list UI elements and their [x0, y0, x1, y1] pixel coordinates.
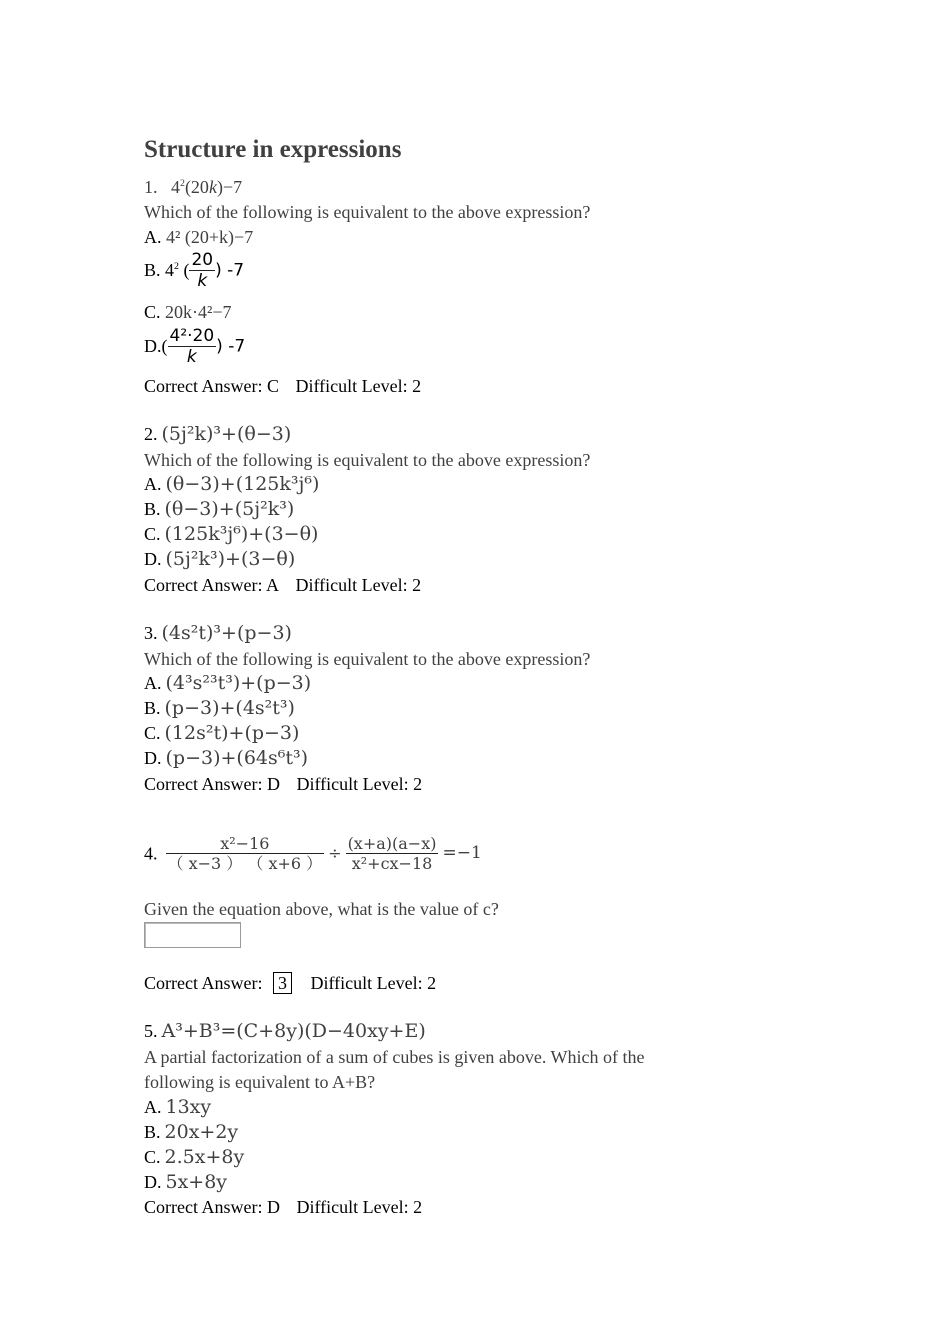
- q3-option-d[interactable]: D. (p−3)+(64s⁶t³): [144, 747, 309, 769]
- q5-option-d[interactable]: D. 5x+8y: [144, 1171, 228, 1193]
- q1-number: 1.: [144, 177, 158, 197]
- q1-expression: 1. $4^2(20k)-7$: [144, 177, 243, 197]
- q3-option-c[interactable]: C. (12s²t)+(p−3): [144, 722, 300, 744]
- q4-fraction-2: $\frac{(x+a)(a-x)}{\text{x²+cx−18}}$: [347, 834, 437, 874]
- q4-answer-line: Correct Answer: 3 Difficult Level: 2: [144, 973, 437, 993]
- q5-option-c[interactable]: C. 2.5x+8y: [144, 1146, 245, 1168]
- q3-expression: 3. (4s²t)³+(p−3): [144, 622, 292, 644]
- q4-answer-input[interactable]: [144, 922, 241, 948]
- q1-correct-answer: C: [266, 376, 279, 396]
- q2-option-c[interactable]: C. (125k³j⁶)+(3−θ): [144, 523, 319, 545]
- q4-difficulty: 2: [427, 973, 437, 993]
- q2-prompt: Which of the following is equivalent to the above expression?: [144, 450, 591, 470]
- q5-expression: 5. A³+B³=(C+8y)(D−40xy+E): [144, 1020, 426, 1042]
- q1-option-d-fraction: $\frac{\text{4²·20}}{k}$: [169, 326, 215, 368]
- page-title: Structure in expressions: [144, 136, 402, 163]
- q2-correct-answer: A: [265, 575, 279, 595]
- q1-option-d[interactable]: D.( $\frac{\text{4²·20}}{k}$ ) -7: [144, 326, 246, 368]
- q1-option-c[interactable]: C. 20k·4²−7: [144, 302, 232, 322]
- q1-option-a[interactable]: A. 4² (20+k)−7: [144, 227, 254, 247]
- q2-answer-line: Correct Answer: A Difficult Level: 2: [144, 575, 422, 595]
- q2-option-d[interactable]: D. (5j²k³)+(3−θ): [144, 548, 296, 570]
- q4-fraction-1: $\frac{\text{x²−16}}{( x-3 ) ( x+6 )}$: [167, 834, 323, 874]
- q1-answer-line: Correct Answer: C Difficult Level: 2: [144, 376, 422, 396]
- q4-correct-answer: 3: [273, 972, 292, 994]
- q5-question-line-1: A partial factorization of a sum of cubes is given above. Which of the: [144, 1047, 645, 1067]
- q2-option-b[interactable]: B. (θ−3)+(5j²k³): [144, 498, 295, 520]
- q1-difficulty: 2: [412, 376, 422, 396]
- q3-answer-line: Correct Answer: D Difficult Level: 2: [144, 774, 423, 794]
- q5-option-b[interactable]: B. 20x+2y: [144, 1121, 239, 1143]
- q1-prompt: Which of the following is equivalent to the above expression?: [144, 202, 591, 222]
- q3-difficulty: 2: [413, 774, 423, 794]
- q5-question-line-2: following is equivalent to A+B?: [144, 1072, 376, 1092]
- q5-answer-line: Correct Answer: D Difficult Level: 2: [144, 1197, 423, 1217]
- q1-option-b[interactable]: B. $4^2$ ( $\frac{20}{k}$ ) -7: [144, 250, 245, 292]
- q1-option-b-fraction: $\frac{20}{k}$: [191, 250, 214, 292]
- q3-option-b[interactable]: B. (p−3)+(4s²t³): [144, 697, 295, 719]
- q4-question: Given the equation above, what is the value of c?: [144, 899, 499, 919]
- q4-equation: 4. $\frac{\text{x²−16}}{( x-3 ) ( x+6 )}$ ÷ $\frac{(x+a)(a-x)}{\text{x²+cx−18}}$ =−1: [144, 834, 482, 874]
- q2-difficulty: 2: [412, 575, 422, 595]
- q2-expression: 2. (5j²k)³+(θ−3): [144, 423, 292, 445]
- q5-option-a[interactable]: A. 13xy: [144, 1096, 212, 1118]
- q5-difficulty: 2: [413, 1197, 423, 1217]
- q3-prompt: Which of the following is equivalent to the above expression?: [144, 649, 591, 669]
- q3-correct-answer: D: [266, 774, 280, 794]
- q5-correct-answer: D: [266, 1197, 280, 1217]
- q3-option-a[interactable]: A. (4³s²³t³)+(p−3): [144, 672, 312, 694]
- q2-option-a[interactable]: A. (θ−3)+(125k³j⁶): [144, 473, 320, 495]
